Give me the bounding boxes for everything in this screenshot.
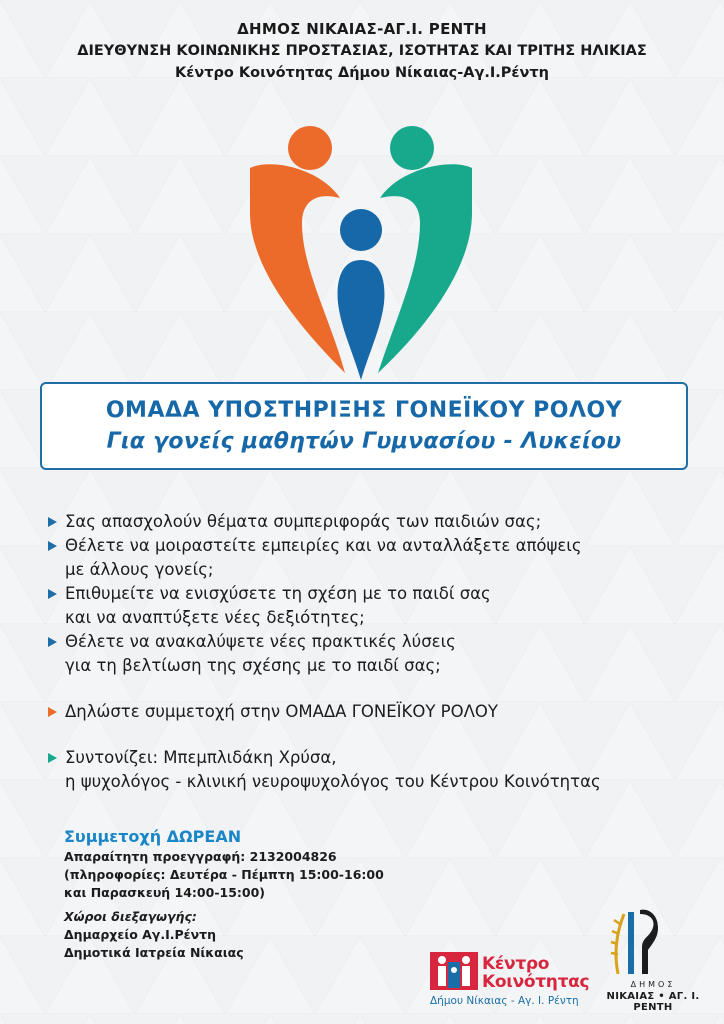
bullet-arrow-icon <box>48 637 57 647</box>
teal-parent-head <box>390 126 434 170</box>
program-title: ΟΜΑΔΑ ΥΠΟΣΤΗΡΙΞΗΣ ΓΟΝΕΪΚΟΥ ΡΟΛΟΥ <box>105 398 623 423</box>
family-logo <box>240 118 490 384</box>
list-item: Θέλετε να μοιραστείτε εμπειρίες και να ανταλλάξετε απόψεις με άλλους γονείς; <box>48 534 708 582</box>
list-item: Σας απασχολούν θέματα συμπεριφοράς των παιδιών σας; <box>48 510 708 534</box>
program-subtitle: Για γονείς μαθητών Γυμνασίου - Λυκείου <box>106 429 622 454</box>
child-head <box>340 209 382 251</box>
title-box <box>40 382 688 470</box>
venues-label: Χώροι διεξαγωγής: <box>64 909 197 924</box>
municipality-emblem-icon <box>608 904 664 976</box>
coordinator: Συντονίζει: Μπεμπλιδάκη Χρύσα, η ψυχολόγος - κλινική νευροψυχολόγος του Κέντρου Κοινότητας <box>48 746 708 794</box>
community-center-logo-line2: Κοινότητας <box>482 972 590 992</box>
call-to-action: Δηλώστε συμμετοχή στην ΟΜΑΔΑ ΓΟΝΕΪΚΟΥ ΡΟΛΟΥ <box>48 700 708 724</box>
bullet-arrow-icon <box>48 753 57 763</box>
community-center-logo-line1: Κέντρο <box>482 954 550 974</box>
venue: Δημοτικά Ιατρεία Νίκαιας <box>64 945 244 960</box>
municipality-logo-label: ΔΗΜΟΣ <box>630 980 676 989</box>
bullet-arrow-icon <box>48 589 57 599</box>
directorate-title: ΔΙΕΥΘΥΝΣΗ ΚΟΙΝΩΝΙΚΗΣ ΠΡΟΣΤΑΣΙΑΣ, ΙΣΟΤΗΤΑΣ ΚΑΙ ΤΡΙΤΗΣ ΗΛΙΚΙΑΣ <box>77 43 647 59</box>
community-center-title: Κέντρο Κοινότητας Δήμου Νίκαιας-Αγ.Ι.Ρέντη <box>175 65 549 81</box>
list-item: Θέλετε να ανακαλύψετε νέες πρακτικές λύσεις για τη βελτίωση της σχέσης με το παιδί σας; <box>48 630 708 678</box>
header <box>0 18 724 84</box>
venue: Δημαρχείο Αγ.Ι.Ρέντη <box>64 927 216 942</box>
free-participation: Συμμετοχή ΔΩΡΕΑΝ <box>64 827 242 846</box>
bullet-arrow-icon <box>48 707 57 717</box>
participation-info <box>64 826 384 962</box>
orange-parent-head <box>288 126 332 170</box>
municipality-title: ΔΗΜΟΣ ΝΙΚΑΙΑΣ-ΑΓ.Ι. ΡΕΝΤΗ <box>237 20 487 38</box>
child-body <box>338 260 385 380</box>
info-hours-friday: και Παρασκευή 14:00-15:00) <box>64 885 266 900</box>
bullet-arrow-icon <box>48 517 57 527</box>
orange-parent-body <box>250 164 345 373</box>
bullet-arrow-icon <box>48 541 57 551</box>
info-hours: (πληροφορίες: Δευτέρα - Πέμπτη 15:00-16:00 <box>64 867 384 882</box>
teal-parent-body <box>378 164 472 373</box>
municipality-logo-name: ΝΙΚΑΙΑΣ • ΑΓ. Ι. ΡΕΝΤΗ <box>606 991 700 1013</box>
list-item: Επιθυμείτε να ενισχύσετε τη σχέση με το παιδί σας και να αναπτύξετε νέες δεξιότητες; <box>48 582 708 630</box>
question-list <box>48 510 708 794</box>
registration-phone: Απαραίτητη προεγγραφή: 2132004826 <box>64 849 337 864</box>
community-center-logo-line3: Δήμου Νίκαιας - Αγ. Ι. Ρέντη <box>430 995 579 1007</box>
